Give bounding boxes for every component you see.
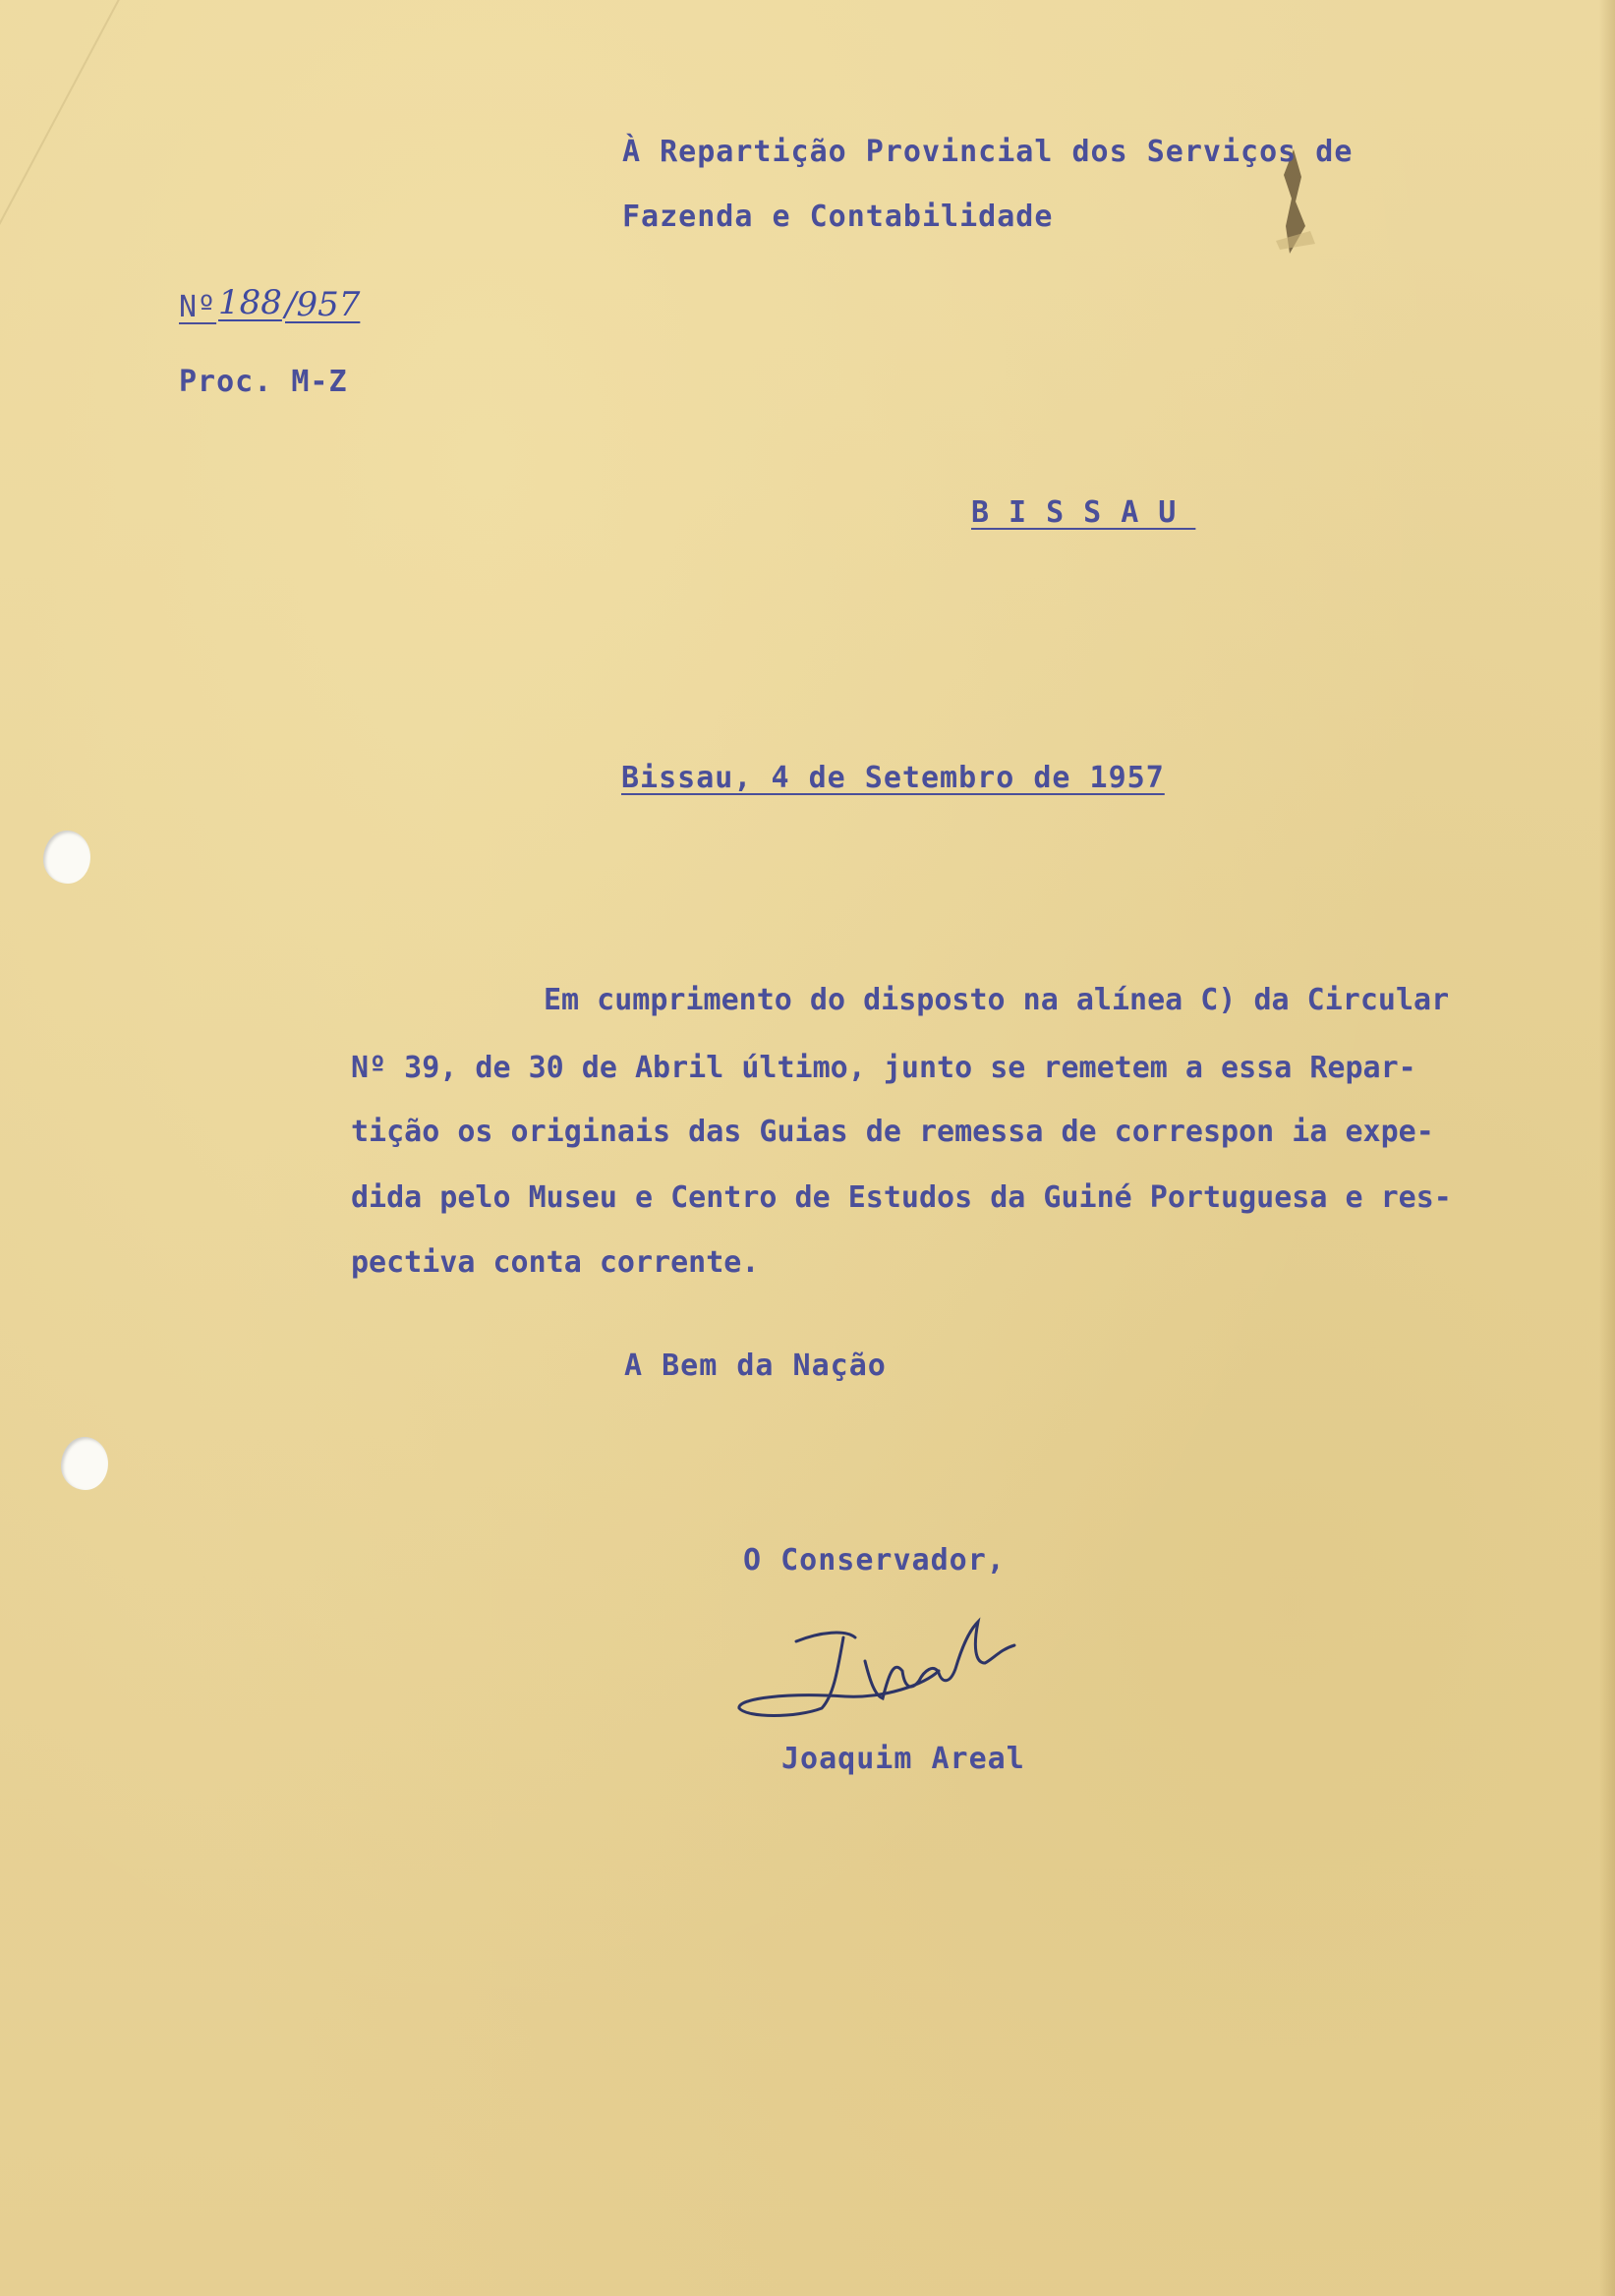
- process-reference: Proc. M-Z: [179, 365, 348, 399]
- body-line-4: dida pelo Museu e Centro de Estudos da Guiné Portuguesa e res-: [351, 1180, 1452, 1215]
- date-line: Bissau, 4 de Setembro de 1957: [621, 761, 1165, 795]
- body-line-1: Em cumprimento do disposto na alínea C) da Circular: [544, 983, 1450, 1017]
- reference-number-handwritten: 188: [218, 283, 282, 322]
- body-line-5: pectiva conta corrente.: [351, 1245, 760, 1280]
- signatory-name: Joaquim Areal: [781, 1742, 1025, 1776]
- handwritten-signature: [727, 1602, 1062, 1740]
- closing-salutation: A Bem da Nação: [624, 1349, 887, 1383]
- paper-crease: [0, 0, 202, 296]
- addressee-line-1: À Repartição Provincial dos Serviços de: [622, 135, 1354, 169]
- destination-city: BISSAU: [971, 495, 1196, 530]
- body-line-2: Nº 39, de 30 de Abril último, junto se remetem a essa Repar-: [351, 1051, 1416, 1085]
- signatory-role: O Conservador,: [743, 1543, 1006, 1578]
- punch-hole-top: [43, 831, 90, 884]
- paper-edge-shadow: [1599, 0, 1615, 2296]
- reference-number-year: /957: [285, 285, 361, 324]
- punch-hole-bottom: [61, 1437, 108, 1490]
- body-line-3: tição os originais das Guias de remessa de correspon ia expe-: [351, 1115, 1434, 1149]
- reference-number-prefix: Nº: [179, 290, 217, 324]
- addressee-line-2: Fazenda e Contabilidade: [622, 200, 1054, 234]
